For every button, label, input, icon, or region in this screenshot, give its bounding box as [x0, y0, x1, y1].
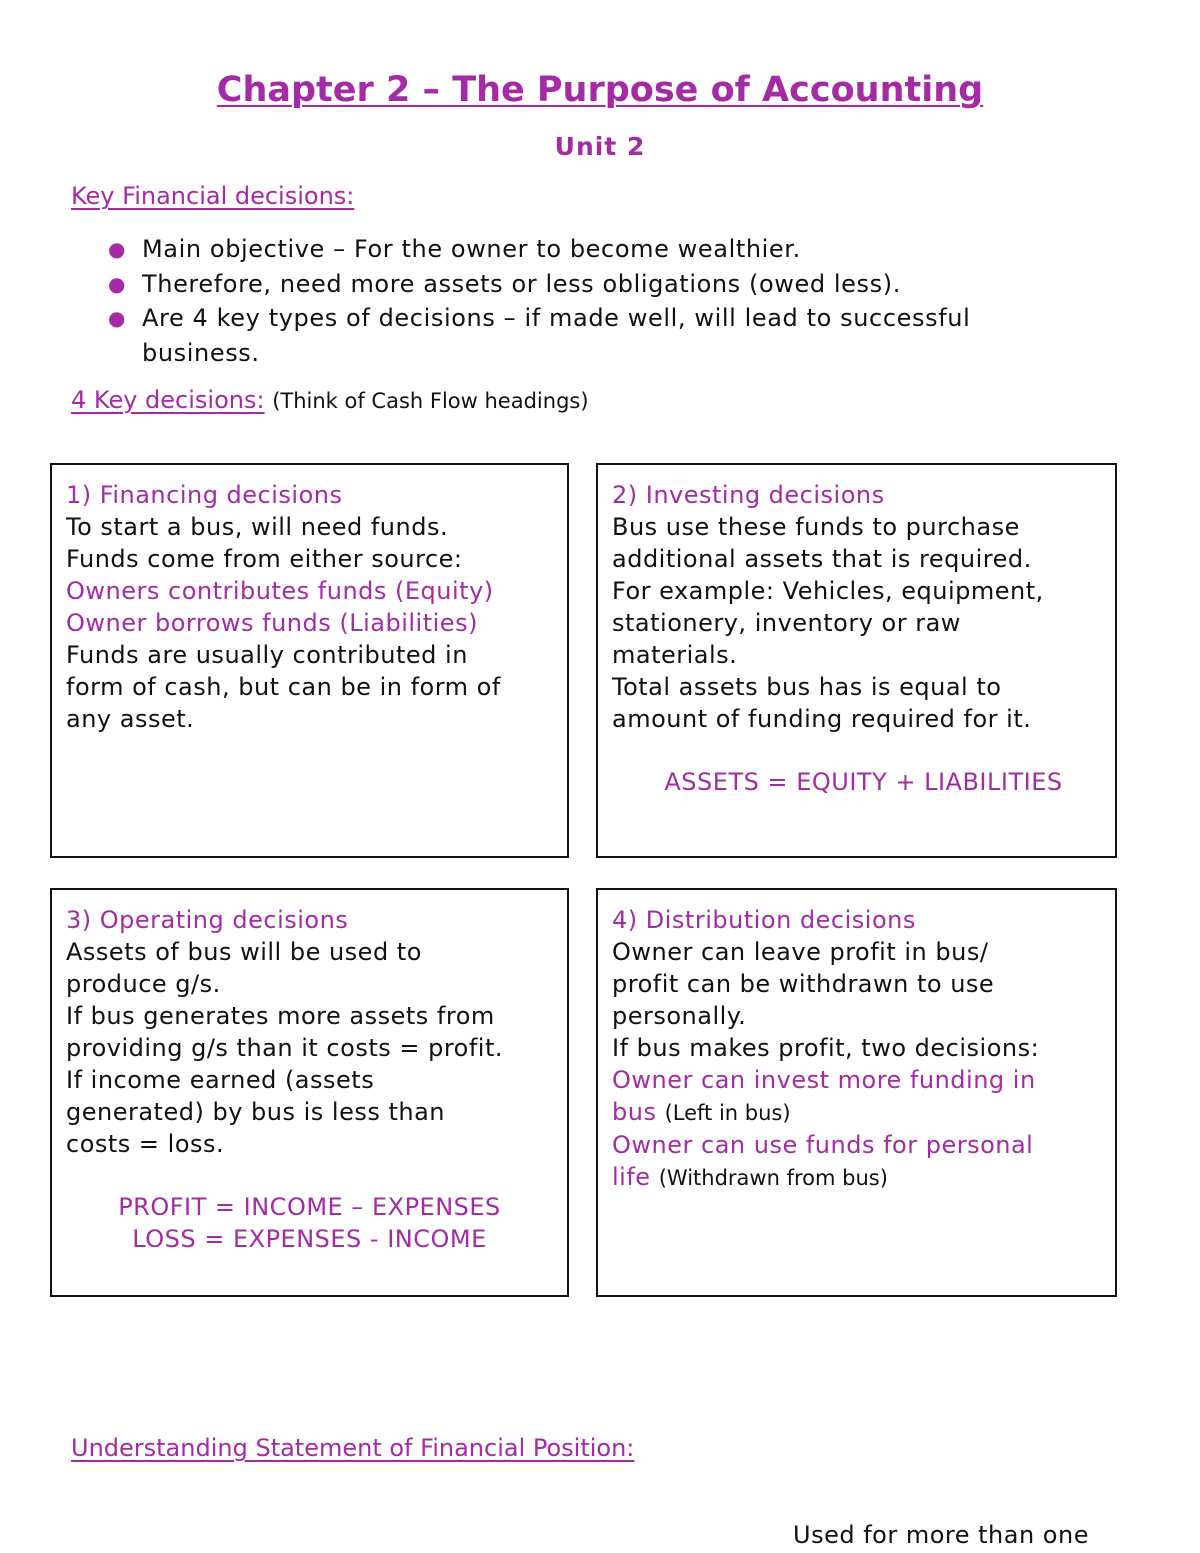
- box-line: generated) by bus is less than: [66, 1098, 446, 1126]
- box-line: materials.: [612, 641, 738, 669]
- box-line: profit can be withdrawn to use: [612, 970, 995, 998]
- bullet-icon: ●: [108, 271, 127, 296]
- accounting-equation: ASSETS = EQUITY + LIABILITIES: [664, 768, 1063, 796]
- bullet-text: Main objective – For the owner to become wealthier.: [142, 235, 801, 263]
- box-line: Owner can leave profit in bus/: [612, 938, 989, 966]
- financing-decisions-box: [50, 463, 569, 858]
- bullet-text-continued: business.: [142, 338, 260, 367]
- profit-equation: PROFIT = INCOME – EXPENSES: [118, 1193, 501, 1221]
- objectives-list: [71, 232, 1071, 370]
- box-heading: 1) Financing decisions: [66, 481, 343, 509]
- box-line: Funds are usually contributed in: [66, 641, 468, 669]
- key-financial-decisions-heading: Key Financial decisions:: [71, 182, 355, 210]
- box-heading: 2) Investing decisions: [612, 481, 885, 509]
- box-line: amount of funding required for it.: [612, 705, 1032, 733]
- bullet-icon: ●: [108, 237, 127, 261]
- box-line: additional assets that is required.: [612, 545, 1032, 573]
- distribution-option-withdraw-continued: [612, 1161, 1115, 1194]
- operating-decisions-box: [50, 888, 569, 1297]
- loss-equation: LOSS = EXPENSES - INCOME: [132, 1225, 487, 1253]
- key-decisions-heading: 4 Key decisions:: [71, 386, 265, 414]
- box-line: Assets of bus will be used to: [66, 938, 422, 966]
- box-line: If income earned (assets: [66, 1066, 375, 1094]
- box-heading: 3) Operating decisions: [66, 906, 349, 934]
- distribution-option-withdraw: Owner can use funds for personal: [612, 1131, 1034, 1159]
- page-title: Chapter 2 – The Purpose of Accounting: [216, 70, 984, 110]
- box-line: If bus makes profit, two decisions:: [612, 1034, 1040, 1062]
- list-item: [71, 232, 1071, 267]
- box-line: If bus generates more assets from: [66, 1002, 495, 1030]
- box-line: Total assets bus has is equal to: [612, 673, 1002, 701]
- trailing-text: Used for more than one: [793, 1521, 1089, 1549]
- list-item: [71, 267, 1071, 302]
- bullet-text: Are 4 key types of decisions – if made well, will lead to successful: [142, 304, 971, 332]
- box-heading: 4) Distribution decisions: [612, 906, 916, 934]
- option-note: (Withdrawn from bus): [658, 1166, 888, 1190]
- option-note: (Left in bus): [664, 1101, 791, 1125]
- option-text: bus: [612, 1098, 657, 1126]
- box-line-highlight: Owner borrows funds (Liabilities): [66, 609, 478, 637]
- bullet-text: Therefore, need more assets or less obligations (owed less).: [142, 269, 901, 298]
- unit-subtitle: Unit 2: [554, 132, 646, 161]
- box-line: Funds come from either source:: [66, 545, 463, 573]
- key-decisions-note: (Think of Cash Flow headings): [272, 389, 589, 413]
- investing-decisions-box: [596, 463, 1117, 858]
- box-line: stationery, inventory or raw: [612, 609, 961, 637]
- key-decisions-heading-row: [71, 386, 589, 414]
- distribution-option-invest: Owner can invest more funding in: [612, 1066, 1036, 1094]
- box-line: costs = loss.: [66, 1130, 225, 1158]
- box-line: For example: Vehicles, equipment,: [612, 577, 1044, 605]
- box-line: personally.: [612, 1002, 747, 1030]
- distribution-option-invest-continued: [612, 1096, 1115, 1129]
- bullet-icon: ●: [108, 306, 127, 330]
- box-line: form of cash, but can be in form of: [66, 673, 501, 701]
- box-line: Bus use these funds to purchase: [612, 513, 1020, 541]
- distribution-decisions-box: [596, 888, 1117, 1297]
- box-line: any asset.: [66, 705, 195, 733]
- box-line: providing g/s than it costs = profit.: [66, 1034, 504, 1062]
- list-item: [71, 301, 1071, 370]
- box-line: produce g/s.: [66, 970, 221, 998]
- box-line: To start a bus, will need funds.: [66, 513, 449, 541]
- option-text: life: [612, 1163, 651, 1191]
- box-line-highlight: Owners contributes funds (Equity): [66, 577, 494, 605]
- financial-position-heading: Understanding Statement of Financial Position:: [71, 1434, 635, 1462]
